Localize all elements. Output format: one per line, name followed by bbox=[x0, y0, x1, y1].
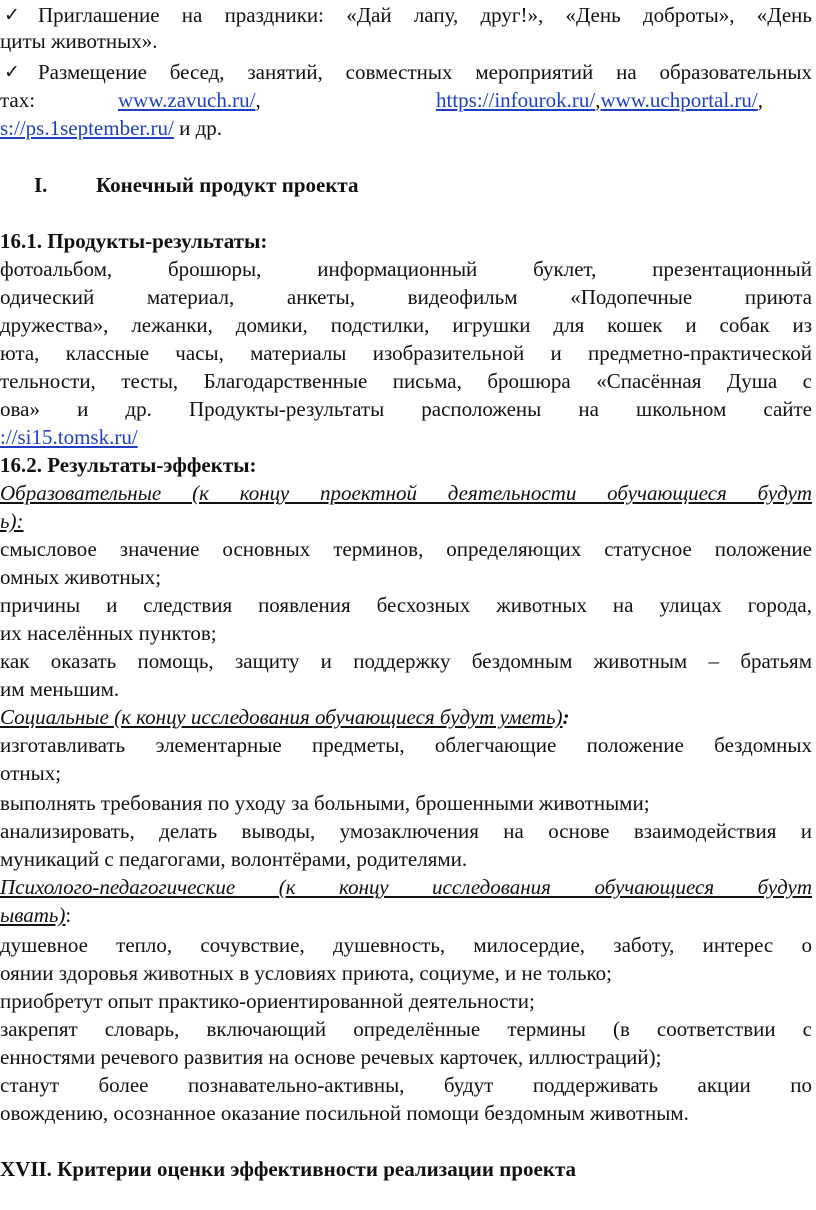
checkmark-icon: ✓ bbox=[4, 4, 20, 26]
psych-line: душевное тепло, сочувствие, душевность, милосердие, заботу, интерес о bbox=[0, 933, 812, 957]
checkmark-icon: ✓ bbox=[4, 61, 20, 83]
link-zavuch-wrap: www.zavuch.ru/, bbox=[118, 88, 261, 112]
products-line: фотоальбом, брошюры, информационный буклет, презентационный bbox=[0, 257, 812, 281]
link-ps1september-wrap bbox=[0, 115, 222, 141]
psych-line: оянии здоровья животных в условиях приюта, социуме, и не только; bbox=[0, 961, 612, 985]
edu-line: им меньшим. bbox=[0, 677, 120, 701]
bullet-placement-line1: Размещение бесед, занятий, совместных мероприятий на образовательных bbox=[38, 60, 812, 84]
social-line: отных; bbox=[0, 761, 62, 785]
social-line: анализировать, делать выводы, умозаключения на основе взаимодействия и bbox=[0, 819, 812, 843]
bullet-placement-prefix: тах: bbox=[0, 88, 36, 112]
products-line: юта, классные часы, материалы изобразительной и предметно-практической bbox=[0, 341, 812, 365]
psych-line: овождению, осознанное оказание посильной помощи бездомным животным. bbox=[0, 1101, 689, 1125]
psych-line: станут более познавательно-активны, будут поддерживать акции по bbox=[0, 1073, 812, 1097]
link-si15[interactable]: ://si15.tomsk.ru/ bbox=[0, 425, 138, 449]
edu-title-line1: Образовательные (к концу проектной деятельности обучающиеся будут bbox=[0, 481, 812, 505]
products-line: ова» и др. Продукты-результаты расположены на школьном сайте bbox=[0, 397, 812, 421]
products-line: одический материал, анкеты, видеофильм «Подопечные приюта bbox=[0, 285, 812, 309]
effects-heading: 16.2. Результаты-эффекты: bbox=[0, 453, 257, 477]
psych-line: приобретут опыт практико-ориентированной деятельности; bbox=[0, 989, 535, 1013]
link-infourok-wrap: https://infourok.ru/,www.uchportal.ru/, bbox=[436, 88, 764, 112]
edu-line: как оказать помощь, защиту и поддержку бездомным животным – братьям bbox=[0, 649, 812, 673]
section-final-title: Конечный продукт проекта bbox=[96, 173, 359, 197]
section-criteria-title: XVII. Критерии оценки эффективности реализации проекта bbox=[0, 1157, 577, 1181]
link-si15-wrap bbox=[0, 424, 138, 450]
link-ps1september[interactable]: s://ps.1september.ru/ bbox=[0, 116, 174, 140]
edu-title-line2: ь): bbox=[0, 509, 24, 533]
psych-colon: : bbox=[65, 903, 72, 927]
link-infourok[interactable]: https://infourok.ru/ bbox=[436, 88, 596, 112]
products-line: тельности, тесты, Благодарственные письма, брошюра «Спасённая Душа с bbox=[0, 369, 812, 393]
social-line: муникаций с педагогами, волонтёрами, родителями. bbox=[0, 847, 468, 871]
psych-title-line2: ывать) bbox=[0, 903, 66, 927]
bullet-invitation-line2: циты животных». bbox=[0, 29, 158, 53]
social-title-wrap bbox=[0, 704, 570, 730]
psych-title-line1: Психолого-педагогические (к концу исследования обучающиеся будут bbox=[0, 875, 812, 899]
psych-title-line2-wrap bbox=[0, 902, 71, 928]
psych-line: закрепят словарь, включающий определённые термины (в соответствии с bbox=[0, 1017, 812, 1041]
bullet-invitation-line1: Приглашение на праздники: «Дай лапу, друг!», «День доброты», «День bbox=[38, 3, 812, 27]
link-suffix: и др. bbox=[173, 116, 223, 140]
link-zavuch[interactable]: www.zavuch.ru/ bbox=[118, 88, 256, 112]
edu-line: омных животных; bbox=[0, 565, 162, 589]
social-colon: : bbox=[562, 705, 570, 729]
link-uchportal[interactable]: www.uchportal.ru/ bbox=[600, 88, 758, 112]
psych-line: енностями речевого развития на основе речевых карточек, иллюстраций); bbox=[0, 1045, 662, 1069]
social-title: Социальные (к концу исследования обучающиеся будут уметь) bbox=[0, 705, 563, 729]
social-line: выполнять требования по уходу за больными, брошенными животными; bbox=[0, 791, 650, 815]
section-final-number: I. bbox=[34, 173, 48, 197]
edu-line: их населённых пунктов; bbox=[0, 621, 217, 645]
edu-line: причины и следствия появления бесхозных животных на улицах города, bbox=[0, 593, 812, 617]
social-line: изготавливать элементарные предметы, облегчающие положение бездомных bbox=[0, 733, 812, 757]
products-heading: 16.1. Продукты-результаты: bbox=[0, 229, 268, 253]
edu-line: смысловое значение основных терминов, определяющих статусное положение bbox=[0, 537, 812, 561]
products-line: дружества», лежанки, домики, подстилки, игрушки для кошек и собак из bbox=[0, 313, 812, 337]
